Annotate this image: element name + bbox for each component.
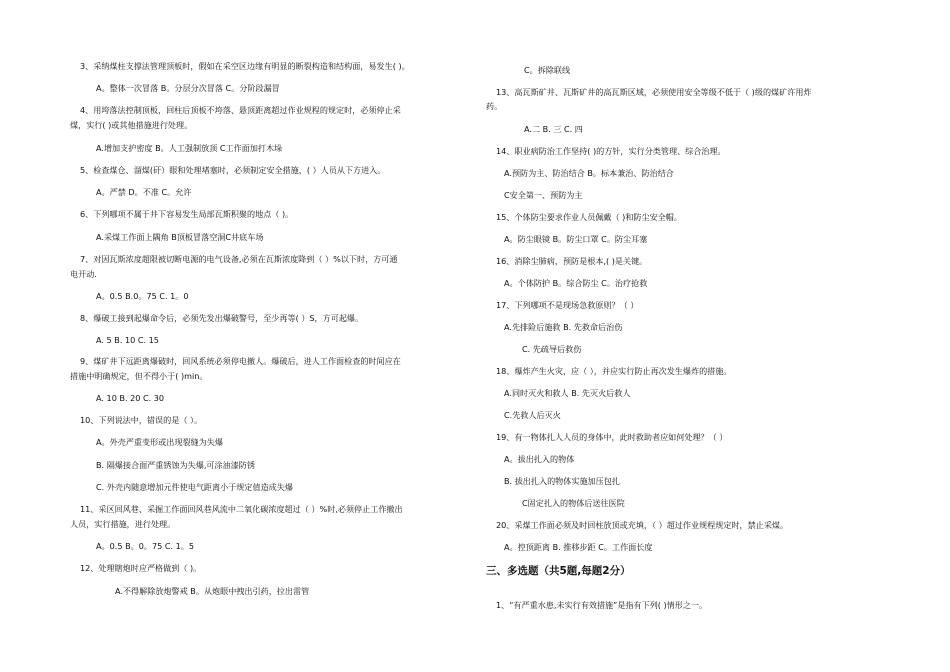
text-line: C。拆除联线 — [524, 65, 571, 75]
text-line: 12、处理瞎炮时应严格做到（ )。 — [80, 563, 202, 573]
text-line: 7、对因瓦斯浓度超限被切断电源的电气设备,必须在瓦斯浓度降到（ ）%以下时，方可通 — [80, 254, 398, 264]
text-line: A. 10 B. 20 C. 30 — [96, 393, 165, 403]
text-line: 18、爆炸产生火灾，应（ ），并应实行防止再次发生爆炸的措施。 — [496, 366, 732, 376]
text-line: A。防尘眼镜 B。防尘口罩 C。防尘耳塞 — [504, 234, 648, 244]
text-line: 煤，实行( )或其他措施进行处理。 — [70, 120, 193, 130]
text-line: 3、采纳煤柱支撑法管理顶板时，假如在采空区边缘有明显的断裂构造和结构面，易发生( )。 — [80, 61, 410, 71]
text-line: 14、职业病防治工作坚持( )的方针，实行分类管理、综合治理。 — [496, 146, 726, 156]
text-line: A。个体防护 B。综合防尘 C。治疗抢救 — [504, 278, 648, 288]
text-line: A.同时灭火和救人 B. 先灭火后救人 — [504, 388, 631, 398]
text-line: A. 5 B. 10 C. 15 — [96, 335, 159, 345]
text-line: A.预防为主、防治结合 B。标本兼治、防治结合 — [504, 168, 674, 178]
text-line: 1、“有严重水患,未实行有效措施”是指有下列( )情形之一。 — [496, 600, 708, 610]
section-heading-multiple-choice: 三、多选题（共5题,每题2分） — [486, 565, 631, 577]
text-line: C.先救人后灭火 — [504, 410, 561, 420]
text-line: 药。 — [486, 101, 503, 111]
text-line: B. 隔爆接合面严重锈蚀为失爆,可涂油漆防锈 — [96, 460, 255, 470]
text-line: C. 先疏导后救伤 — [522, 344, 582, 354]
text-line: 20、采煤工作面必须及时回柱放顶或充填，（ ）超过作业规程规定时，禁止采煤。 — [496, 520, 789, 530]
text-line: A。外壳严重变形或出现裂缝为失爆 — [96, 437, 223, 447]
text-line: 4、用垮落法控制顶板，回柱后顶板不垮落、悬顶距离超过作业规程的规定时，必须停止采 — [80, 105, 401, 115]
text-line: 9、煤矿井下远距离爆破时，回风系统必须停电撤人。爆破后，进人工作面检查的时间应在 — [80, 356, 401, 366]
text-line: A。整体一次冒落 B。分层分次冒落 C。分阶段漏冒 — [96, 83, 280, 93]
text-line: C安全第一、预防为主 — [504, 190, 583, 200]
text-line: A.先排险后施救 B. 先救命后治伤 — [504, 322, 623, 332]
text-line: 11、采区回风巷、采掘工作面回风巷风流中二氧化碳浓度超过（ ）%时,必须停止工作撤出 — [80, 504, 403, 514]
text-line: A。控顶距离 B. 推移步距 C。工作面长度 — [504, 542, 653, 552]
text-line: B. 拔出扎入的物体实施加压包扎 — [504, 476, 620, 486]
text-line: A.二 B. 三 C. 四 — [524, 124, 583, 134]
text-line: A.不得解除放炮警戒 B。从炮眼中拽出引药，拉出雷管 — [115, 586, 310, 596]
text-line: C. 外壳内随意增加元件使电气距离小于规定值造成失爆 — [96, 482, 293, 492]
text-line: 17、下列哪项不是现场急救原则？（ ） — [496, 300, 639, 310]
text-line: A。0.5 B。0。75 C. 1。5 — [96, 541, 195, 551]
text-line: 16、消除尘肺病，预防是根本,( )是关键。 — [496, 256, 648, 266]
text-line: A。拔出扎入的物体 — [504, 454, 575, 464]
text-line: 电开动. — [70, 269, 97, 279]
text-line: 措施中明确规定，但不得小于( )min。 — [70, 371, 208, 381]
text-line: 10、下列说法中，错误的是（ ）。 — [80, 415, 203, 425]
text-line: 19、有一物体扎人人员的身体中，此时救助者应如何处理？（ ） — [496, 432, 728, 442]
text-line: A.增加支护密度 B。人工强制放顶 C工作面加打木垛 — [96, 143, 283, 153]
text-line: 6、下列哪项不属于井下容易发生局部瓦斯积聚的地点（ )。 — [80, 209, 294, 219]
text-line: A.采煤工作面上隅角 B顶板冒落空洞C井底车场 — [96, 232, 264, 242]
text-line: 人员，实行措施，进行处理。 — [70, 519, 176, 529]
text-line: C固定扎入的物体后送往医院 — [522, 498, 625, 508]
text-line: 5、检查煤仓、溜煤(矸）眼和处理堵塞时，必须制定安全措施，( ）人员从下方进入。 — [80, 165, 386, 175]
text-line: 13、高瓦斯矿井、瓦斯矿井的高瓦斯区域，必须使用安全等级不低于（ )级的煤矿许用炸 — [496, 87, 812, 97]
text-line: A。0.5 B.0。75 C. 1。0 — [96, 291, 189, 301]
text-line: A。严禁 D。不准 C。允许 — [96, 187, 192, 197]
text-line: 15、个体防尘要求作业人员佩戴（ )和防尘安全帽。 — [496, 212, 683, 222]
text-line: 8、爆破工接到起爆命令后，必须先发出爆破警号，至少再等( ）S，方可起爆。 — [80, 313, 364, 323]
